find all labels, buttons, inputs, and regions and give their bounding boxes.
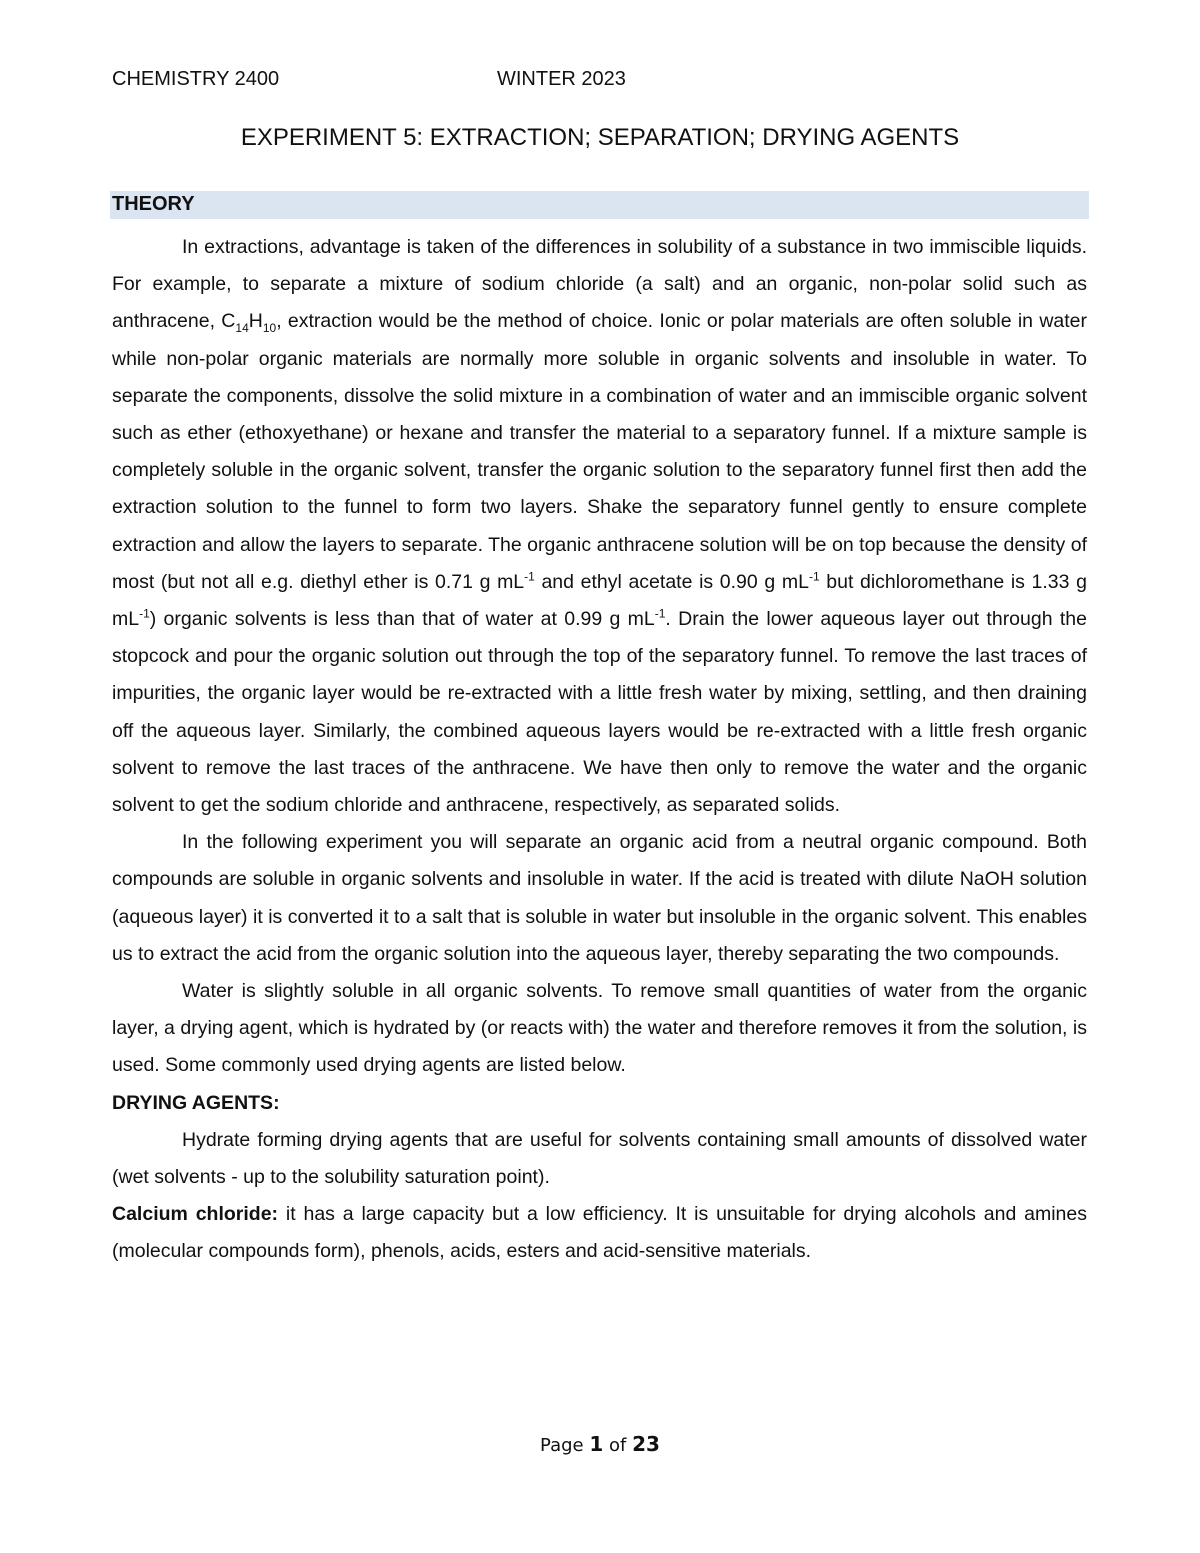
section-heading: THEORY [112, 193, 195, 215]
paragraph-water: Water is slightly soluble in all organic solvents. To remove small quantities of water from the organic layer, a drying agent, which is hydrated by (or reacts with) the water and therefore removes it from the solution, is used. Some commonly used drying agents are listed below. [112, 980, 1087, 1077]
term-name: WINTER 2023 [497, 68, 626, 90]
subscript: 10 [262, 321, 277, 336]
page-total: 23 [632, 1432, 660, 1456]
course-name: CHEMISTRY 2400 [112, 68, 280, 90]
paragraph-hydrate: Hydrate forming drying agents that are useful for solvents containing small amounts of dissolved water (wet solvents - up to the solubility saturation point). [112, 1128, 1087, 1189]
footer-of-word: of [609, 1435, 627, 1456]
text-run: H [248, 310, 263, 333]
text-run: In extractions, advantage is taken of the differences in solubility of a substance in two immiscible liquids. For example, to separate a mixture of sodium chloride (a salt) and an organic, non-polar solid such as anthracene, C [112, 236, 1087, 333]
superscript: -1 [139, 606, 150, 621]
document-body [112, 229, 1087, 1271]
page-number: 1 [589, 1432, 604, 1456]
paragraph-extraction [112, 229, 1087, 824]
superscript: -1 [808, 569, 820, 584]
document-title: EXPERIMENT 5: EXTRACTION; SEPARATION; DRYING AGENTS [240, 124, 960, 151]
superscript: -1 [524, 569, 535, 584]
page-footer [0, 1432, 1200, 1456]
subscript: 14 [235, 321, 249, 336]
text-run: it has a large capacity but a low efficiency. It is unsuitable for drying alcohols and amines (molecular compounds form), phenols, acids, esters and acid-sensitive materials. [112, 1203, 1087, 1263]
text-run: . Drain the lower aqueous layer out through the stopcock and pour the organic solution out through the top of the separatory funnel. To remove the last traces of impurities, the organic layer would be re-extracted with a little fresh water by mixing, settling, and then draining off the aqueous layer. Similarly, the combined aqueous layers would be re-extracted with a little fresh organic solvent to remove the last traces of the anthracene. We have then only to remove the water and the organic solvent to get the sodium chloride and anthracene, respectively, as separated solids. [112, 608, 1087, 817]
footer-page-word: Page [540, 1435, 584, 1456]
superscript: -1 [654, 606, 666, 621]
drying-agents-heading: DRYING AGENTS: [112, 1091, 280, 1114]
text-run: ) organic solvents is less than that of water at 0.99 g mL [149, 608, 655, 631]
paragraph-calcium-chloride [112, 1196, 1087, 1270]
section-bar [110, 191, 1089, 219]
text-run: and ethyl acetate is 0.90 g mL [534, 570, 809, 593]
paragraph-experiment: In the following experiment you will separate an organic acid from a neutral organic compound. Both compounds are soluble in organic solvents and insoluble in water. If the acid is treated with dilute NaOH solution (aqueous layer) it is converted it to a salt that is soluble in water but insoluble in the organic solvent. This enables us to extract the acid from the organic solution into the aqueous layer, thereby separating the two compounds. [112, 831, 1087, 965]
text-run: , extraction would be the method of choice. Ionic or polar materials are often soluble in water while non-polar organic materials are normally more soluble in organic solvents and insoluble in water. To separate the components, dissolve the solid mixture in a combination of water and an immiscible organic solvent such as ether (ethoxyethane) or hexane and transfer the material to a separatory funnel. If a mixture sample is completely soluble in the organic solvent, transfer the organic solution to the separatory funnel first then add the extraction solution to the funnel to form two layers. Shake the separatory funnel gently to ensure complete extraction and allow the layers to separate. The organic anthracene solution will be on top because the density of most (but not all e.g. diethyl ether is 0.71 g mL [112, 310, 1088, 593]
term-label: Calcium chloride: [112, 1203, 279, 1226]
text-run: but dichloromethane is 1.33 g mL [112, 570, 1087, 631]
